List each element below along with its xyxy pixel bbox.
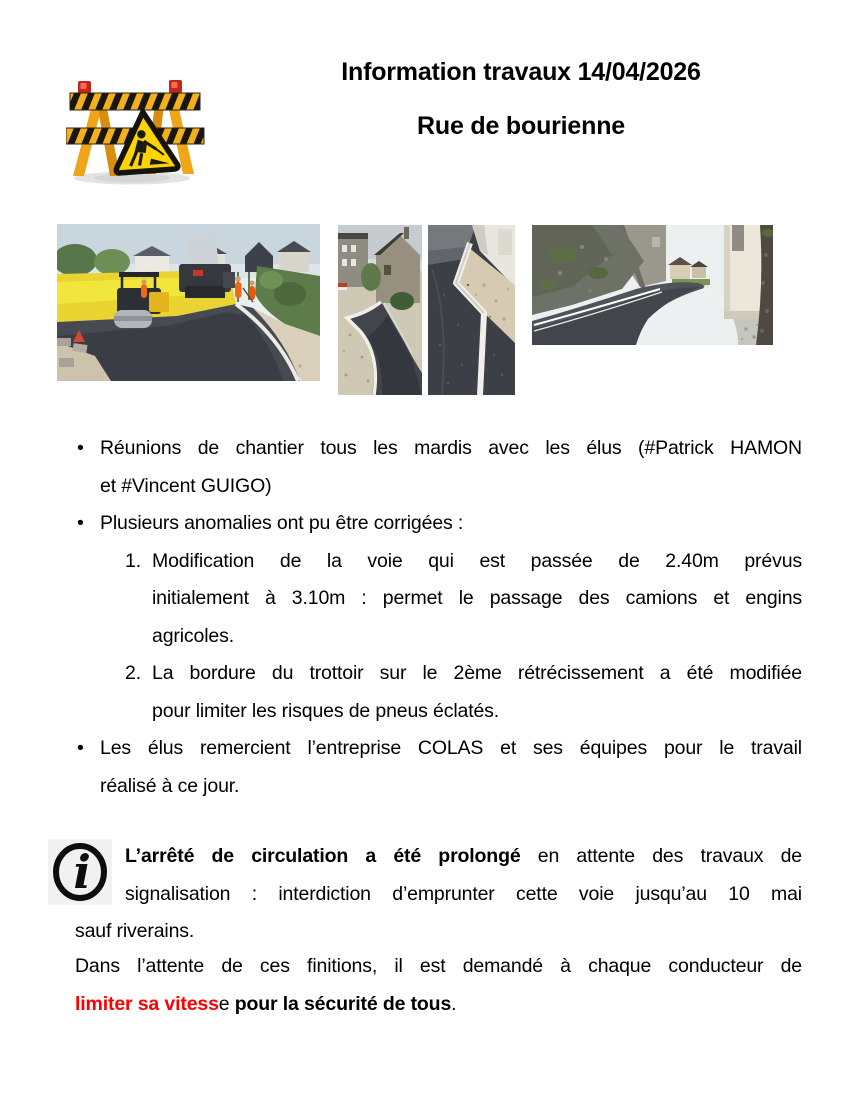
text-line: et #Vincent GUIGO): [100, 474, 272, 497]
list-item-numbered: [75, 655, 802, 730]
list-item-text: [75, 430, 802, 505]
notice-bold-lead: L’arrêté de circulation a été prolongé: [125, 845, 521, 867]
bullet-marker: •: [77, 737, 84, 759]
text-line: Modification de la voie qui est passée de 2.40m prévus: [152, 549, 802, 572]
text-line: Plusieurs anomalies ont pu être corrigées :: [100, 512, 464, 534]
safety-bold: pour la sécurité de tous: [229, 992, 452, 1015]
closing-paragraph: [75, 948, 802, 1023]
period: .: [451, 992, 457, 1015]
notice-line: signalisation : interdiction d’emprunter cette voie jusqu’au 10 mai: [125, 882, 802, 905]
list-item: [75, 505, 802, 543]
list-item-numbered: [75, 543, 802, 656]
photo-curb-detail: [428, 225, 515, 395]
text-line: initialement à 3.10m : permet le passage des camions et engins: [152, 587, 802, 609]
list-item: [75, 730, 802, 805]
svg-text:i: i: [73, 845, 91, 899]
info-icon: [48, 839, 112, 905]
number-marker: 1.: [125, 549, 141, 572]
title-block: [210, 56, 832, 142]
text-line: Réunions de chantier tous les mardis avec les élus (#Patrick HAMON: [100, 437, 802, 459]
roadwork-barrier-icon: [66, 78, 206, 188]
notice-line: sauf riverains.: [75, 920, 195, 942]
page-subtitle: Rue de bourienne: [417, 112, 625, 140]
photo-paving-works: [57, 224, 320, 381]
number-marker: 2.: [125, 662, 141, 684]
list-item: [75, 430, 802, 505]
photo-street-stone-wall: [532, 225, 773, 345]
page-title: Information travaux 14/04/2026: [341, 58, 701, 86]
speed-warning-red: limiter sa vitess: [75, 992, 219, 1015]
text-line: pour limiter les risques de pneus éclatés.: [152, 699, 500, 722]
list-item-text: [75, 543, 802, 656]
notice-rest: en attente des travaux de: [520, 845, 802, 867]
text-line: La bordure du trottoir sur le 2ème rétrécissement a été modifiée: [152, 662, 802, 684]
closing-line: [75, 986, 802, 1024]
plain-letter: e: [218, 992, 230, 1015]
list-item-text: [75, 730, 802, 805]
text-line: agricoles.: [152, 624, 234, 647]
list-item-text: [75, 655, 802, 730]
bullet-marker: •: [77, 437, 84, 459]
notice-line: [75, 838, 802, 876]
bullet-marker: •: [77, 512, 84, 534]
text-line: Les élus remercient l’entreprise COLAS et ses équipes pour le travail: [100, 737, 802, 759]
list-item-text: [75, 505, 802, 543]
works-update-list: [75, 430, 802, 805]
closing-line: Dans l’attente de ces finitions, il est demandé à chaque conducteur de: [75, 955, 802, 977]
photo-new-road-curve: [338, 225, 422, 395]
text-line: réalisé à ce jour.: [100, 774, 240, 797]
traffic-notice: [75, 838, 802, 951]
